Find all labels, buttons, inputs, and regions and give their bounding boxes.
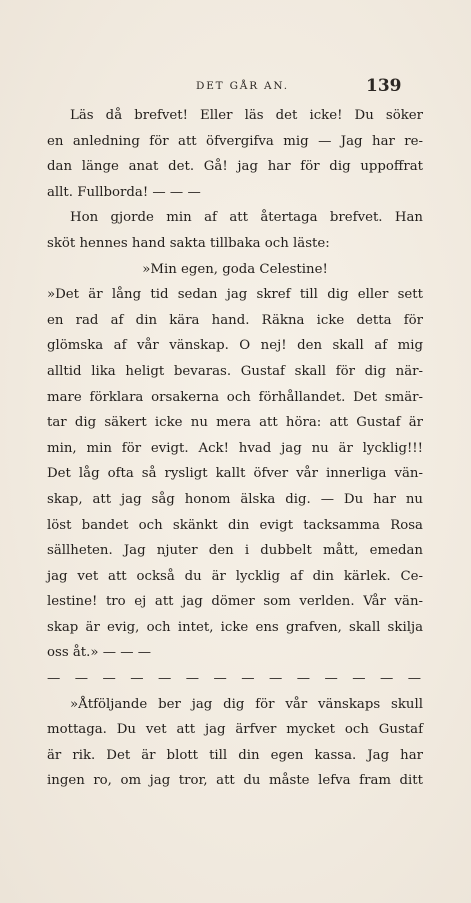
body-text <box>47 103 423 794</box>
text-line: skap, att jag såg honom älska dig. — Du har nu <box>47 491 423 507</box>
page-number: 139 <box>366 76 402 96</box>
text-line: jag vet att också du är lycklig af din kärlek. Ce- <box>47 568 423 584</box>
text-line: är rik. Det är blott till din egen kassa. Jag har <box>47 747 423 763</box>
text-line: — — — — — — — — — — — — — — <box>47 671 423 687</box>
text-line: sällheten. Jag njuter den i dubbelt mått, emedan <box>47 543 423 559</box>
text-line: mare förklara orsakerna och förhållandet. Det smär- <box>47 389 423 405</box>
text-line: dan länge anat det. Gå! jag har för dig uppoffrat <box>47 159 423 175</box>
text-line: Det låg ofta så rysligt kallt öfver vår innerliga vän- <box>47 466 423 482</box>
text-line: ingen ro, om jag tror, att du måste lefva fram ditt <box>47 773 423 789</box>
text-line: skap är evig, och intet, icke ens grafven, skall skilja <box>47 619 423 635</box>
text-line: mottaga. Du vet att jag ärfver mycket och Gustaf <box>47 722 423 738</box>
text-line: »Det är lång tid sedan jag skref till dig eller sett <box>47 287 423 303</box>
text-line: en anledning för att öfvergifva mig — Jag har re- <box>47 133 423 149</box>
text-line: tar dig säkert icke nu mera att höra: att Gustaf är <box>47 415 423 431</box>
text-line: glömska af vår vänskap. O nej! den skall af mig <box>47 338 423 354</box>
text-line: min, min för evigt. Ack! hvad jag nu är lycklig!!! <box>47 440 423 456</box>
text-line: oss åt.» — — — <box>47 645 152 661</box>
text-line: »Min egen, goda Celestine! <box>142 261 328 277</box>
text-line: Hon gjorde min af att återtaga brefvet. Han <box>70 210 423 226</box>
page-header <box>0 77 471 97</box>
text-line: sköt hennes hand sakta tillbaka och läste: <box>47 235 330 251</box>
text-line: lestine! tro ej att jag dömer som verlden. Vår vän- <box>47 594 423 610</box>
text-line: Läs då brefvet! Eller läs det icke! Du söker <box>70 108 423 123</box>
running-head: DET GÅR AN. <box>196 80 289 92</box>
text-line: allt. Fullborda! — — — <box>47 184 201 200</box>
text-line: löst bandet och skänkt din evigt tacksamma Rosa <box>47 517 423 533</box>
text-line: alltid lika heligt bevaras. Gustaf skall för dig när- <box>47 363 423 379</box>
text-line: en rad af din kära hand. Räkna icke detta för <box>47 312 423 328</box>
text-line: »Åtföljande ber jag dig för vår vänskaps skull <box>70 696 423 712</box>
